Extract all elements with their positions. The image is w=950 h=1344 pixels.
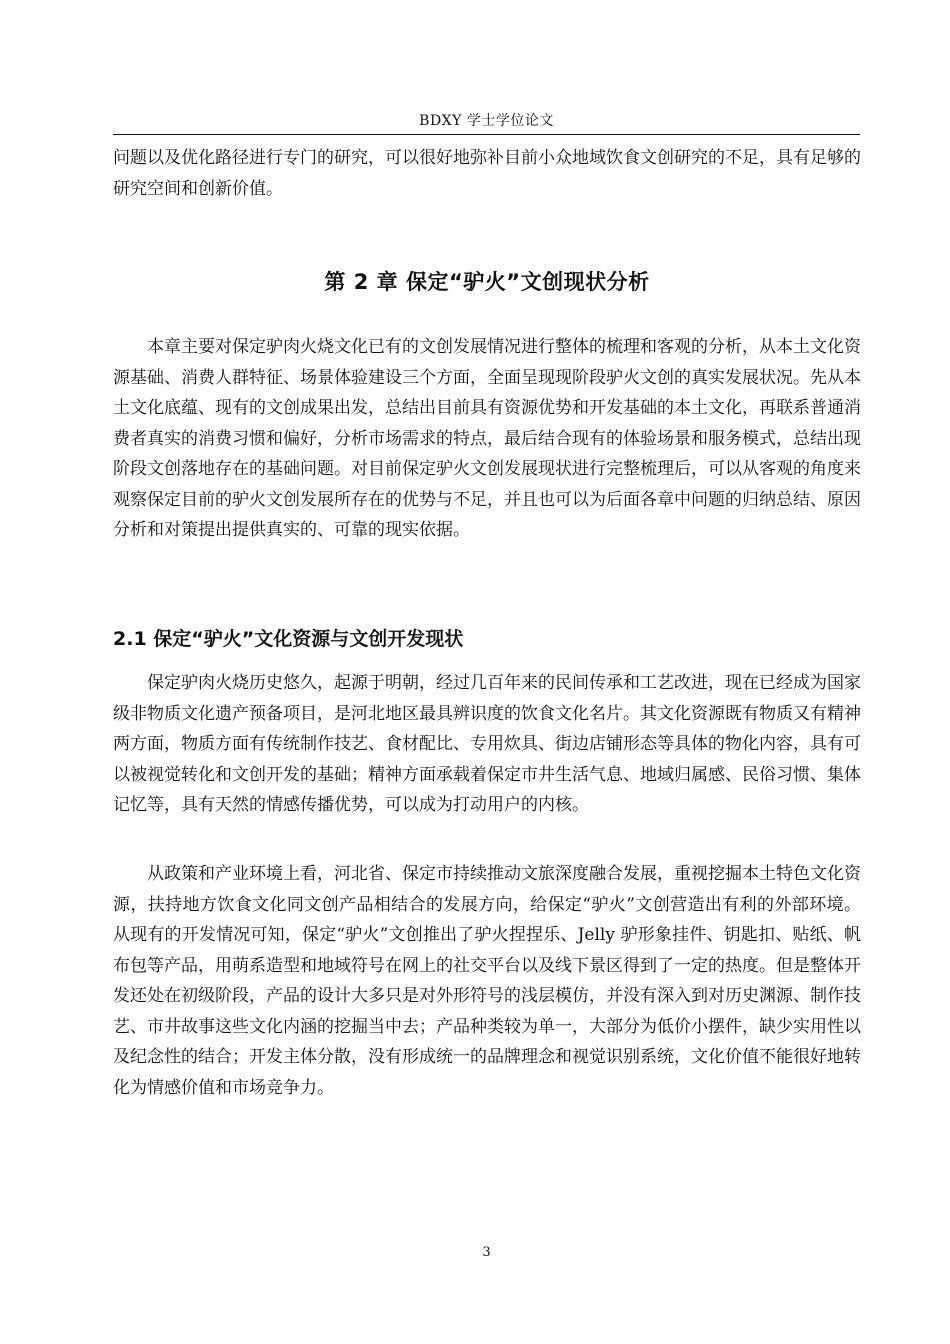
section-paragraph: 保定驴肉火烧历史悠久，起源于明朝，经过几百年来的民间传承和工艺改进，现在已经成为国家级非物质文化遗产预备项目，是河北地区最具辨识度的饮食文化名片。其文化资源既有物质又有精神两方面，物质方面有传统制作技艺、食材配比、专用炊具、街边店铺形态等具体的物化内容，具有可以被视觉转化和文创开发的基础；精神方面承载着保定市井生活气息、地域归属感、民俗习惯、集体记忆等，具有天然的情感传播优势，可以成为打动用户的内核。 (113, 673, 861, 815)
running-header: BDXY 学士学位论文 (419, 113, 554, 129)
chapter-title: 第 2 章 保定“驴火”文创现状分析 (324, 270, 650, 294)
header-rule (113, 134, 860, 135)
continuation-paragraph: 问题以及优化路径进行专门的研究，可以很好地弥补目前小众地域饮食文创研究的不足，具有足够的研究空间和创新价值。 (113, 148, 861, 199)
chapter-intro-paragraph: 本章主要对保定驴肉火烧文化已有的文创发展情况进行整体的梳理和客观的分析，从本土文化资源基础、消费人群特征、场景体验建设三个方面，全面呈现现阶段驴火文创的真实发展状况。先从本土文化底蕴、现有的文创成果出发，总结出目前具有资源优势和开发基础的本土文化，再联系普通消费者真实的消费习惯和偏好，分析市场需求的特点，最后结合现有的体验场景和服务模式，总结出现阶段文创落地存在的基础问题。对目前保定驴火文创发展现状进行完整梳理后，可以从客观的角度来观察保定目前的驴火文创发展所存在的优势与不足，并且也可以为后面各章中问题的归纳总结、原因分析和对策提出提供真实的、可靠的现实依据。 (113, 337, 861, 540)
section-title: 2.1 保定“驴火”文化资源与文创开发现状 (113, 628, 464, 650)
section-paragraph: 从政策和产业环境上看，河北省、保定市持续推动文旅深度融合发展，重视挖掘本土特色文化资源，扶持地方饮食文化同文创产品相结合的发展方向，给保定“驴火”文创营造出有利的外部环境。从现有的开发情况可知，保定“驴火”文创推出了驴火捏捏乐、Jelly 驴形象挂件、钥匙扣、贴纸、帆布包等产品，用萌系造型和地域符号在网上的社交平台以及线下景区得到了一定的热度。但是整体开发还处在初级阶段，产品的设计大多只是对外形符号的浅层模仿，并没有深入到对历史渊源、制作技艺、市井故事这些文化内涵的挖掘当中去；产品种类较为单一，大部分为低价小摆件，缺少实用性以及纪念性的结合；开发主体分散，没有形成统一的品牌理念和视觉识别系统，文化价值不能很好地转化为情感价值和市场竞争力。 (113, 864, 861, 1098)
page-number: 3 (482, 1245, 491, 1260)
